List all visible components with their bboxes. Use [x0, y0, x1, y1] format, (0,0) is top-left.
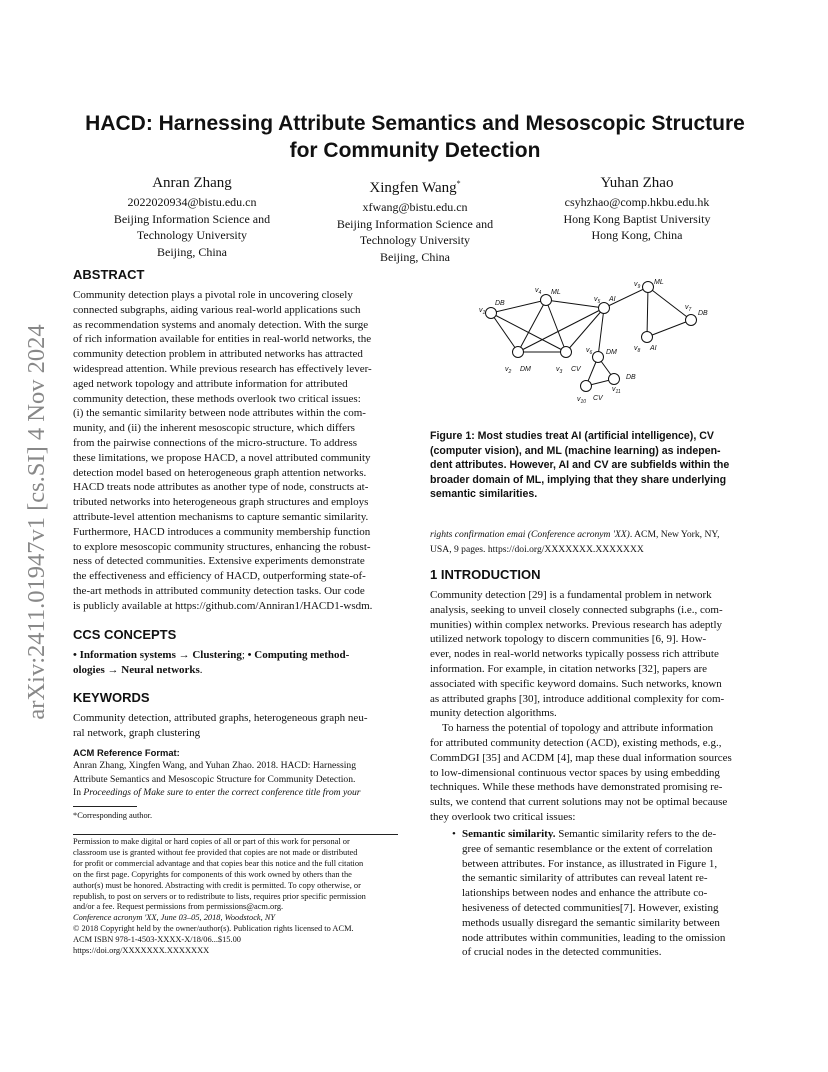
author-name: Anran Zhang: [152, 175, 232, 191]
acm-reference-continued: [430, 527, 760, 557]
graph-node-v10: [581, 381, 592, 392]
introduction-heading: 1 INTRODUCTION: [430, 567, 541, 582]
caption-line: dent attributes. However, AI and CV are subfields within the: [430, 459, 730, 472]
graph-edge: [598, 308, 604, 357]
node-name-v1: $v_1$: [479, 307, 486, 316]
node-sub: 6: [589, 350, 593, 356]
conference-line: Conference acronym 'XX, June 03–05, 2018, Woodstock, NY: [73, 913, 276, 923]
bullet-line: methods usually disregard the semantic similarity between: [462, 916, 720, 929]
arxiv-stamp: arXiv:2411.01947v1 [cs.SI] 4 Nov 2024: [23, 324, 50, 720]
graph-node-v2: [513, 347, 524, 358]
permission-rule: [73, 834, 398, 835]
node-attr-v3: CV: [571, 366, 581, 373]
ccs-body: [73, 648, 403, 678]
author-block-1: [72, 174, 312, 260]
graph-node-v11: [609, 374, 620, 385]
acm-reference-line: [73, 786, 403, 799]
introduction-line: to low-dimensional continuous vector spaces by using embedding: [430, 766, 720, 779]
graph-edge: [647, 320, 691, 337]
author-affiliation: Beijing Information Science and: [113, 211, 271, 226]
node-sub: 8: [637, 348, 641, 354]
graph-node-v7: [686, 315, 697, 326]
node-attr-v10: CV: [593, 395, 603, 402]
reference-publisher: . ACM, New York, NY,: [629, 529, 720, 540]
acm-reference-heading: ACM Reference Format:: [73, 747, 180, 758]
node-sub: 11: [615, 389, 621, 395]
introduction-paragraph-1: [430, 588, 760, 721]
introduction-line: associated with specific keyword domains. Such networks, known: [430, 677, 722, 690]
author-email: 2022020934@bistu.edu.cn: [127, 195, 257, 209]
permission-block: [73, 837, 403, 957]
author-block-2: [295, 174, 535, 265]
introduction-line: as attributed graphs [30], introduce additional complexity for com-: [430, 692, 725, 705]
permission-line: and/or a fee. Request permissions from permissions@acm.org.: [73, 902, 284, 912]
bullet-dot: •: [452, 828, 456, 840]
introduction-line: CommDGI [35] and ACDM [4], map these dual information sources: [430, 751, 732, 764]
author-name: Yuhan Zhao: [600, 175, 674, 191]
abstract-line: aged network topology and attribute information for attributed: [73, 377, 348, 390]
node-name-v4: $v_4$: [535, 287, 542, 296]
ccs-concept: ologies → Neural networks: [73, 663, 200, 676]
reference-pages: USA, 9 pages. https://doi.org/XXXXXXX.XXXXXXX: [430, 544, 644, 555]
graph-node-v1: [486, 308, 497, 319]
node-attr-v11: DB: [626, 374, 636, 381]
node-name-v6: $v_6$: [586, 347, 593, 356]
bullet-line: the semantic similarity of attributes can reveal latent re-: [462, 872, 708, 885]
graph-node-v3: [561, 347, 572, 358]
node-attr-v9: ML: [654, 279, 664, 286]
graph-node-v4: [541, 295, 552, 306]
abstract-line: (i) the semantic similarity between node attributes within the com-: [73, 407, 366, 420]
author-email: xfwang@bistu.edu.cn: [362, 200, 468, 214]
abstract-line: is publicly available at https://github.com/Anniran1/HACD1-wsdm.: [73, 599, 373, 612]
ccs-separator: ;: [241, 649, 248, 661]
abstract-heading: ABSTRACT: [73, 267, 145, 282]
abstract-line: HACD treats node attributes as another type of node, constructs at-: [73, 481, 369, 494]
introduction-line: To harness the potential of topology and attribute information: [442, 722, 714, 735]
bullet-line: node attributes within communities, leading to the omission: [462, 931, 726, 944]
node-attr-v6: DM: [606, 349, 617, 356]
permission-line: for profit or commercial advantage and that copies bear this notice and the full citation: [73, 858, 364, 868]
abstract-line: connected subgraphs, aiding various real-world applications such: [73, 303, 361, 316]
keywords-body: [73, 711, 403, 741]
introduction-line: munities) within complex networks. Previous research has adeptly: [430, 618, 723, 631]
node-name-v8: $v_8$: [634, 345, 641, 354]
node-sub: 1: [482, 310, 486, 316]
keywords-heading: KEYWORDS: [73, 690, 150, 705]
author-block-3: [517, 174, 757, 244]
graph-edge: [518, 308, 604, 352]
graph-node-v6: [593, 352, 604, 363]
introduction-line: information. For example, in citation networks [32], papers are: [430, 662, 708, 675]
title-line-2: for Community Detection: [289, 139, 541, 162]
copyright-line: © 2018 Copyright held by the owner/author(s). Publication rights licensed to ACM.: [73, 924, 354, 934]
author-location: Beijing, China: [157, 244, 227, 259]
abstract-line: the-art methods in attributed community detection tasks. Our code: [73, 584, 365, 597]
introduction-paragraph-2: [430, 721, 760, 825]
author-name: Xingfen Wang: [369, 180, 457, 196]
author-affiliation: Beijing Information Science and: [336, 216, 494, 231]
abstract-line: attribute-level attention mechanisms to capture semantic similarity.: [73, 510, 369, 523]
permission-line: on the first page. Copyrights for components of this work owned by others than the: [73, 869, 352, 879]
graph-edge: [647, 287, 648, 337]
bullet-line: hesiveness of detected communities[7]. However, existing: [462, 901, 719, 914]
reference-conference: rights confirmation emai (Conference acronym 'XX): [430, 529, 630, 540]
doi-line: https://doi.org/XXXXXXX.XXXXXXX: [73, 946, 210, 956]
graph-node-v8: [642, 332, 653, 343]
abstract-line: detection model based on heterogeneous graph attention networks.: [73, 466, 367, 479]
abstract-line: community detection, these methods overlook two critical issues:: [73, 392, 361, 405]
introduction-line: they overlook two critical issues:: [430, 810, 576, 823]
introduction-line: Community detection [29] is a fundamental problem in network: [430, 589, 712, 601]
node-sub: 10: [580, 399, 587, 405]
ccs-heading: CCS CONCEPTS: [73, 627, 177, 642]
caption-line: semantic similarities.: [430, 488, 538, 501]
node-sub: 7: [688, 307, 692, 313]
abstract-line: ness of detected communities. Extensive experiments demonstrate: [73, 555, 365, 568]
footnote: *Corresponding author.: [73, 811, 153, 820]
title-line-1: HACD: Harnessing Attribute Semantics and Mesoscopic Structure: [85, 112, 745, 135]
author-email: csyhzhao@comp.hkbu.edu.hk: [564, 195, 710, 209]
bullet-line: lationships between nodes and enhance the attribute co-: [462, 887, 708, 900]
keywords-line: ral network, graph clustering: [73, 726, 201, 739]
permission-line: author(s) must be honored. Abstracting with credit is permitted. To copy otherwise, or: [73, 880, 361, 890]
node-attr-v1: DB: [495, 300, 505, 307]
corresponding-mark: *: [456, 179, 461, 188]
isbn-line: ACM ISBN 978-1-4503-XXXX-X/18/06...$15.00: [73, 935, 241, 945]
author-affiliation: Technology University: [359, 233, 471, 247]
bullet-text: Semantic similarity refers to the de-: [555, 828, 717, 840]
acm-reference-proceedings: Proceedings of Make sure to enter the correct conference title from your: [83, 786, 361, 798]
graph-node-v9: [643, 282, 654, 293]
bullet-semantic-similarity: [452, 827, 762, 960]
footnote-rule: [73, 806, 137, 807]
graph-edge: [491, 313, 518, 352]
node-name-v9: $v_9$: [634, 281, 641, 290]
acm-reference-line: Attribute Semantics and Mesoscopic Structure for Community Detection.: [73, 773, 356, 785]
node-attr-v4: ML: [551, 289, 561, 296]
permission-text: [73, 837, 403, 913]
abstract-line: these limitations, we propose HACD, a novel attributed community: [73, 451, 371, 464]
node-name-v5: $v_5$: [594, 296, 601, 305]
abstract-line: the effectiveness and efficiency of HACD, outperforming state-of-: [73, 570, 366, 583]
abstract-line: Community detection plays a pivotal role in uncovering closely: [73, 289, 353, 301]
permission-line: Permission to make digital or hard copies of all or part of this work for personal or: [73, 837, 350, 846]
introduction-line: techniques. While these methods have demonstrated promising re-: [430, 781, 723, 794]
caption-line: Figure 1: Most studies treat AI (artificial intelligence), CV: [430, 430, 714, 442]
introduction-line: munity detection algorithms.: [430, 707, 557, 720]
permission-line: republish, to post on servers or to redistribute to lists, requires prior specific permission: [73, 891, 366, 901]
abstract-line: Furthermore, HACD introduces a community membership function: [73, 525, 371, 538]
bullet-line: between attributes. For instance, as illustrated in Figure 1,: [462, 857, 718, 870]
node-attr-v5: AI: [609, 296, 616, 303]
node-attr-v7: DB: [698, 310, 708, 317]
caption-line: (computer vision), and ML (machine learning) as indepen-: [430, 444, 721, 457]
ccs-section: [73, 627, 403, 678]
introduction-line: ever, nodes in real-world networks typically possess rich attribute: [430, 648, 719, 661]
abstract-line: community detection problem in attributed networks has attracted: [73, 348, 363, 361]
node-sub: 3: [559, 369, 563, 375]
node-sub: 5: [597, 299, 601, 305]
node-sub: 4: [538, 290, 542, 296]
caption-line: broader domain of ML, implying that they share underlying: [430, 473, 727, 486]
abstract-line: munity, and (ii) the inherent mesoscopic structure, which differs: [73, 422, 355, 435]
bullet-body: [462, 842, 762, 960]
node-name-v2: $v_2$: [505, 366, 512, 375]
node-name-v10: $v_{10}$: [577, 396, 587, 405]
bullet-line: gree of semantic resemblance or the extent of correlation: [462, 842, 713, 855]
abstract-body: [73, 288, 398, 614]
paper-title: [60, 110, 770, 164]
acm-reference: [73, 746, 403, 799]
node-name-v11: $v_{11}$: [612, 386, 621, 395]
keywords-section: [73, 690, 403, 741]
permission-line: classroom use is granted without fee provided that copies are not made or distributed: [73, 847, 358, 857]
node-sub: 2: [508, 369, 512, 375]
node-attr-v8: AI: [650, 345, 657, 352]
abstract-section: [73, 267, 398, 614]
bullet-line: of crucial nodes in the detected communities.: [462, 946, 662, 959]
node-name-v7: $v_7$: [685, 304, 692, 313]
ccs-concept: • Information systems → Clustering: [73, 649, 242, 661]
introduction-line: utilized network topology to discern communities [6, 9]. How-: [430, 633, 707, 646]
node-attr-v2: DM: [520, 366, 531, 373]
introduction-line: for attributed community detection (ACD), existing methods, e.g.,: [430, 736, 722, 749]
ccs-concept: • Computing method-: [247, 649, 350, 661]
acm-reference-line: Anran Zhang, Xingfen Wang, and Yuhan Zhao. 2018. HACD: Harnessing: [73, 760, 356, 772]
graph-edge: [546, 300, 566, 352]
keywords-line: Community detection, attributed graphs, heterogeneous graph neu-: [73, 712, 368, 724]
graph-edge: [518, 300, 546, 352]
acm-reference-prefix: In: [73, 786, 84, 798]
introduction-line: sults, we contend that current solutions may not be optimal because: [430, 796, 728, 809]
graph-labels: [479, 279, 708, 405]
author-location: Beijing, China: [380, 249, 450, 264]
figure-1-graph: [474, 278, 714, 408]
ccs-end: .: [199, 663, 203, 676]
abstract-line: tributed networks into heterogeneous graph structures and employs: [73, 496, 369, 509]
bullet-title: Semantic similarity.: [462, 828, 556, 840]
author-affiliation: Technology University: [136, 228, 248, 242]
graph-edge: [566, 308, 604, 352]
abstract-line: to explore mesoscopic community structures, enhancing the robust-: [73, 540, 371, 553]
abstract-line: from the pairwise connections of the micro-structure. To address: [73, 436, 358, 449]
author-affiliation: Hong Kong, China: [591, 228, 683, 242]
bullet-first-line: [462, 827, 762, 842]
abstract-line: as recommendation systems and anomaly detection. With the surge: [73, 318, 369, 331]
author-affiliation: Hong Kong Baptist University: [563, 211, 711, 226]
abstract-line: widespread attention. While previous research has effectively lever-: [73, 362, 372, 375]
introduction-line: analysis, seeking to unveil closely connected subgraphs (i.e., com-: [430, 603, 723, 616]
abstract-line: of rich information available for entities in real-world networks, the: [73, 333, 372, 346]
node-name-v3: $v_3$: [556, 366, 563, 375]
introduction-section: [430, 567, 760, 825]
node-sub: 9: [637, 284, 641, 290]
figure-1-caption: [430, 429, 760, 502]
